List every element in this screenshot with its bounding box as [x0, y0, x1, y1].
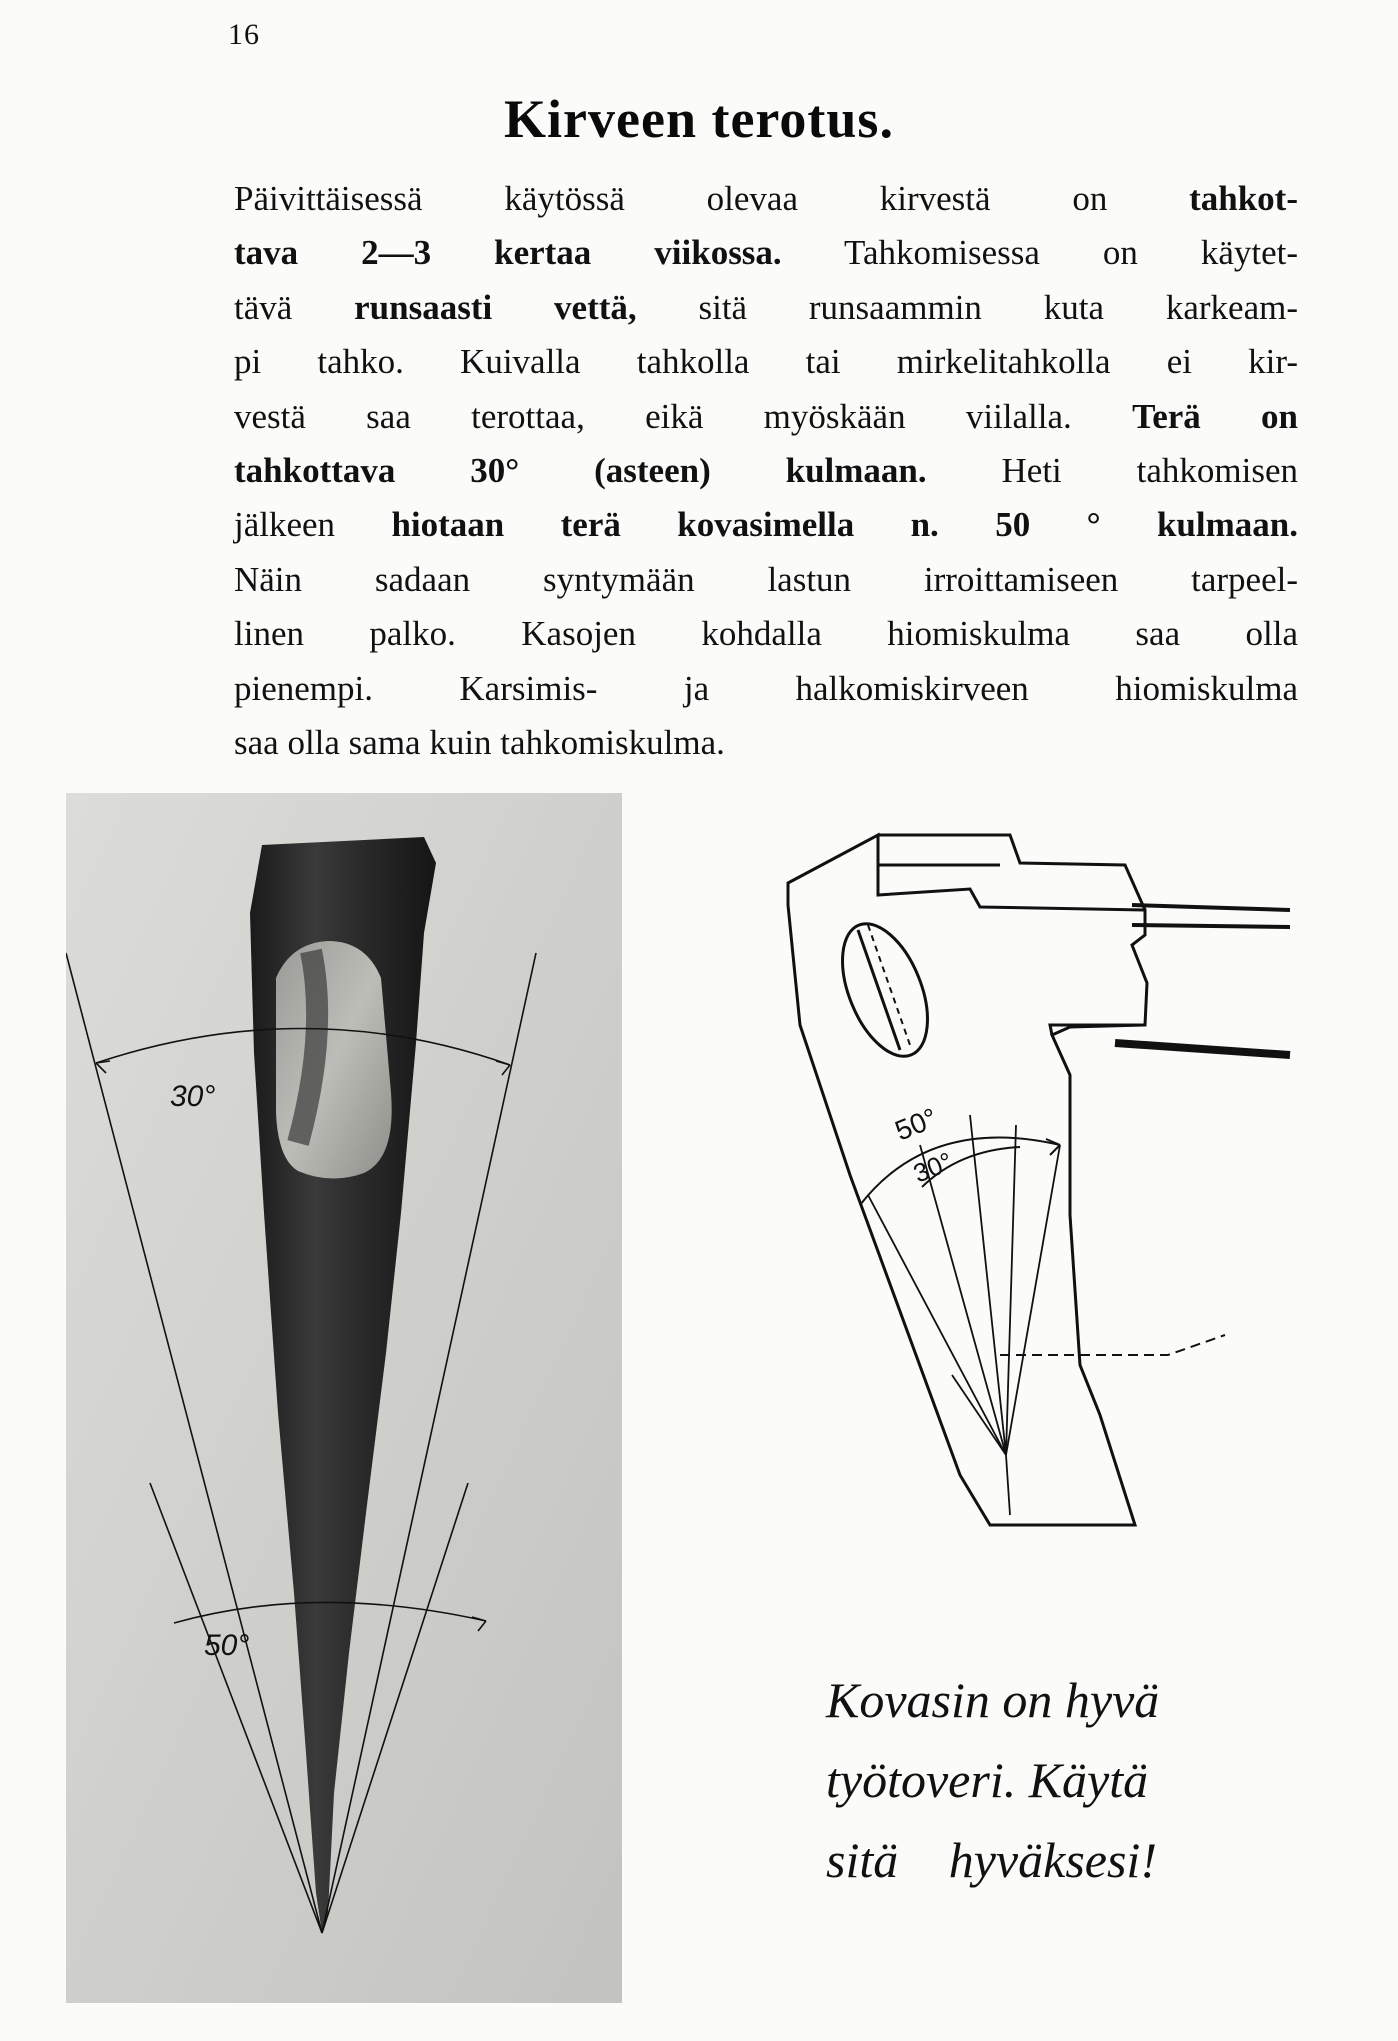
text-line-10: pienempi. Karsimis- ja halkomiskirveen hiomiskulma	[234, 668, 1298, 708]
text-line-1: Päivittäisessä käytössä olevaa kirvestä on tahkot-	[234, 179, 1298, 218]
text-line-6: tahkottava 30° (asteen) kulmaan. Heti tahkomisen	[234, 451, 1298, 491]
text-line-11: saa olla sama kuin tahkomiskulma.	[234, 723, 725, 763]
handle-bottom-line	[1115, 1043, 1290, 1055]
page-number: 16	[228, 18, 260, 51]
text-line-4: pi tahko. Kuivalla tahkolla tai mirkelitahkolla ei kir-	[234, 342, 1298, 382]
diagram-label-30: 30°	[909, 1146, 957, 1189]
body-paragraph	[234, 172, 1298, 770]
angle-label-30: 30°	[170, 1080, 216, 1113]
text-line-7: jälkeen hiotaan terä kovasimella n. 50 ° kulmaan.	[234, 505, 1298, 545]
angle-label-50: 50°	[204, 1629, 250, 1662]
text-line-9: linen palko. Kasojen kohdalla hiomiskulma saa olla	[234, 614, 1298, 654]
page-title: Kirveen terotus.	[504, 89, 894, 149]
axe-stamp-mark	[858, 930, 900, 1050]
text-line-2: tava 2—3 kertaa viikossa. Tahkomisessa on käytet-	[234, 233, 1299, 273]
caption	[826, 1660, 1226, 1900]
axe-photo-figure	[66, 793, 622, 2003]
text-line-3: tävä runsaasti vettä, sitä runsaammin kuta karkeam-	[234, 287, 1298, 327]
text-line-5: vestä saa terottaa, eikä myöskään viilalla. Terä on	[234, 396, 1298, 436]
diagram-label-50: 50°	[890, 1101, 942, 1147]
axe-eye	[276, 941, 392, 1179]
angle-lines	[868, 1115, 1060, 1515]
text-line-8: Näin sadaan syntymään lastun irroittamiseen tarpeel-	[234, 559, 1298, 599]
axe-stamp-oval	[825, 912, 944, 1069]
axe-outline	[788, 835, 1147, 1525]
edge-guide-line	[1000, 1335, 1225, 1355]
caption-line-1: Kovasin on hyvä	[826, 1672, 1160, 1728]
angle-arc-50-diagram	[860, 1138, 1060, 1206]
axe-diagram-figure	[770, 815, 1310, 1535]
caption-line-3: sitä hyväksesi!	[826, 1832, 1157, 1888]
handle-top-line	[1132, 905, 1290, 910]
caption-line-2: työtoveri. Käytä	[826, 1752, 1149, 1808]
